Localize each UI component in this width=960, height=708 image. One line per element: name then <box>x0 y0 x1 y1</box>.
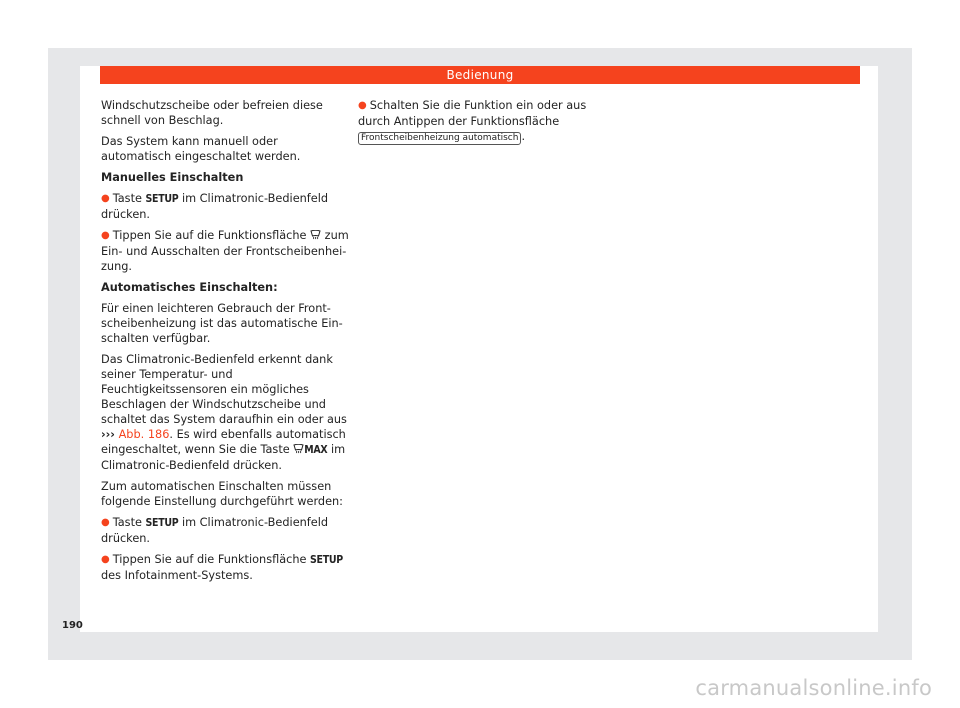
max-key-label: MAX <box>304 444 328 456</box>
list-item: ● Schalten Sie die Funktion ein oder aus durch Antippen der Funktionsfläche Frontscheibenheizung automatisch . <box>358 99 587 143</box>
paragraph: Windschutzscheibe oder befreien diese schnell von Beschlag. <box>101 99 323 127</box>
list-item: ● Taste SETUP im Climatronic-Bedienfeld drücken. <box>101 192 329 221</box>
section-header: Bedienung <box>100 66 860 84</box>
paragraph: Das Climatronic-Bedienfeld erkennt dank seiner Temperatur- und Feuchtigkeitssensoren ein mögliches Beschlagen der Windschutzscheibe und schaltet das System daraufhin ein oder aus ››› Abb. 186. Es wird ebenfalls automatisch eingeschaltet, wenn Sie die Taste MAX im Climatronic-Bedienfeld drücken. <box>101 353 347 472</box>
page-number: 190 <box>62 620 83 631</box>
list-item: ● Taste SETUP im Climatronic-Bedienfeld drücken. <box>101 516 329 545</box>
function-softkey: Frontscheibenheizung automatisch <box>358 132 521 145</box>
right-column <box>358 98 598 151</box>
paragraph: Zum automatischen Einschalten müssen folgende Einstellung durchgeführt werden: <box>101 480 343 508</box>
setup-softkey-label: SETUP <box>310 554 343 566</box>
left-column <box>101 98 349 589</box>
figure-link[interactable]: Abb. 186 <box>118 428 170 441</box>
front-defrost-icon <box>293 444 304 454</box>
bullet-icon: ● <box>358 100 367 111</box>
paragraph: Das System kann manuell oder automatisch eingeschaltet werden. <box>101 135 301 163</box>
subheading-auto: Automatisches Einschalten: <box>101 281 278 294</box>
front-defrost-icon <box>310 230 321 240</box>
watermark: carmanualsonline.info <box>695 676 932 700</box>
list-item: ● Tippen Sie auf die Funktionsfläche zum Ein- und Ausschalten der Frontscheibenheizung. <box>101 229 349 273</box>
bullet-icon: ● <box>101 517 110 528</box>
bullet-icon: ● <box>101 554 110 565</box>
setup-key-label: SETUP <box>145 517 179 529</box>
setup-key-label: SETUP <box>145 193 179 205</box>
list-item: ● Tippen Sie auf die Funktionsfläche SETUP des Infotainment-Systems. <box>101 553 343 582</box>
paragraph: Für einen leichteren Gebrauch der Frontscheibenheizung ist das automatische Einschalten verfügbar. <box>101 302 343 345</box>
subheading-manual: Manuelles Einschalten <box>101 171 244 184</box>
bullet-icon: ● <box>101 193 110 204</box>
reference-arrows: ››› <box>101 428 115 441</box>
bullet-icon: ● <box>101 230 110 241</box>
